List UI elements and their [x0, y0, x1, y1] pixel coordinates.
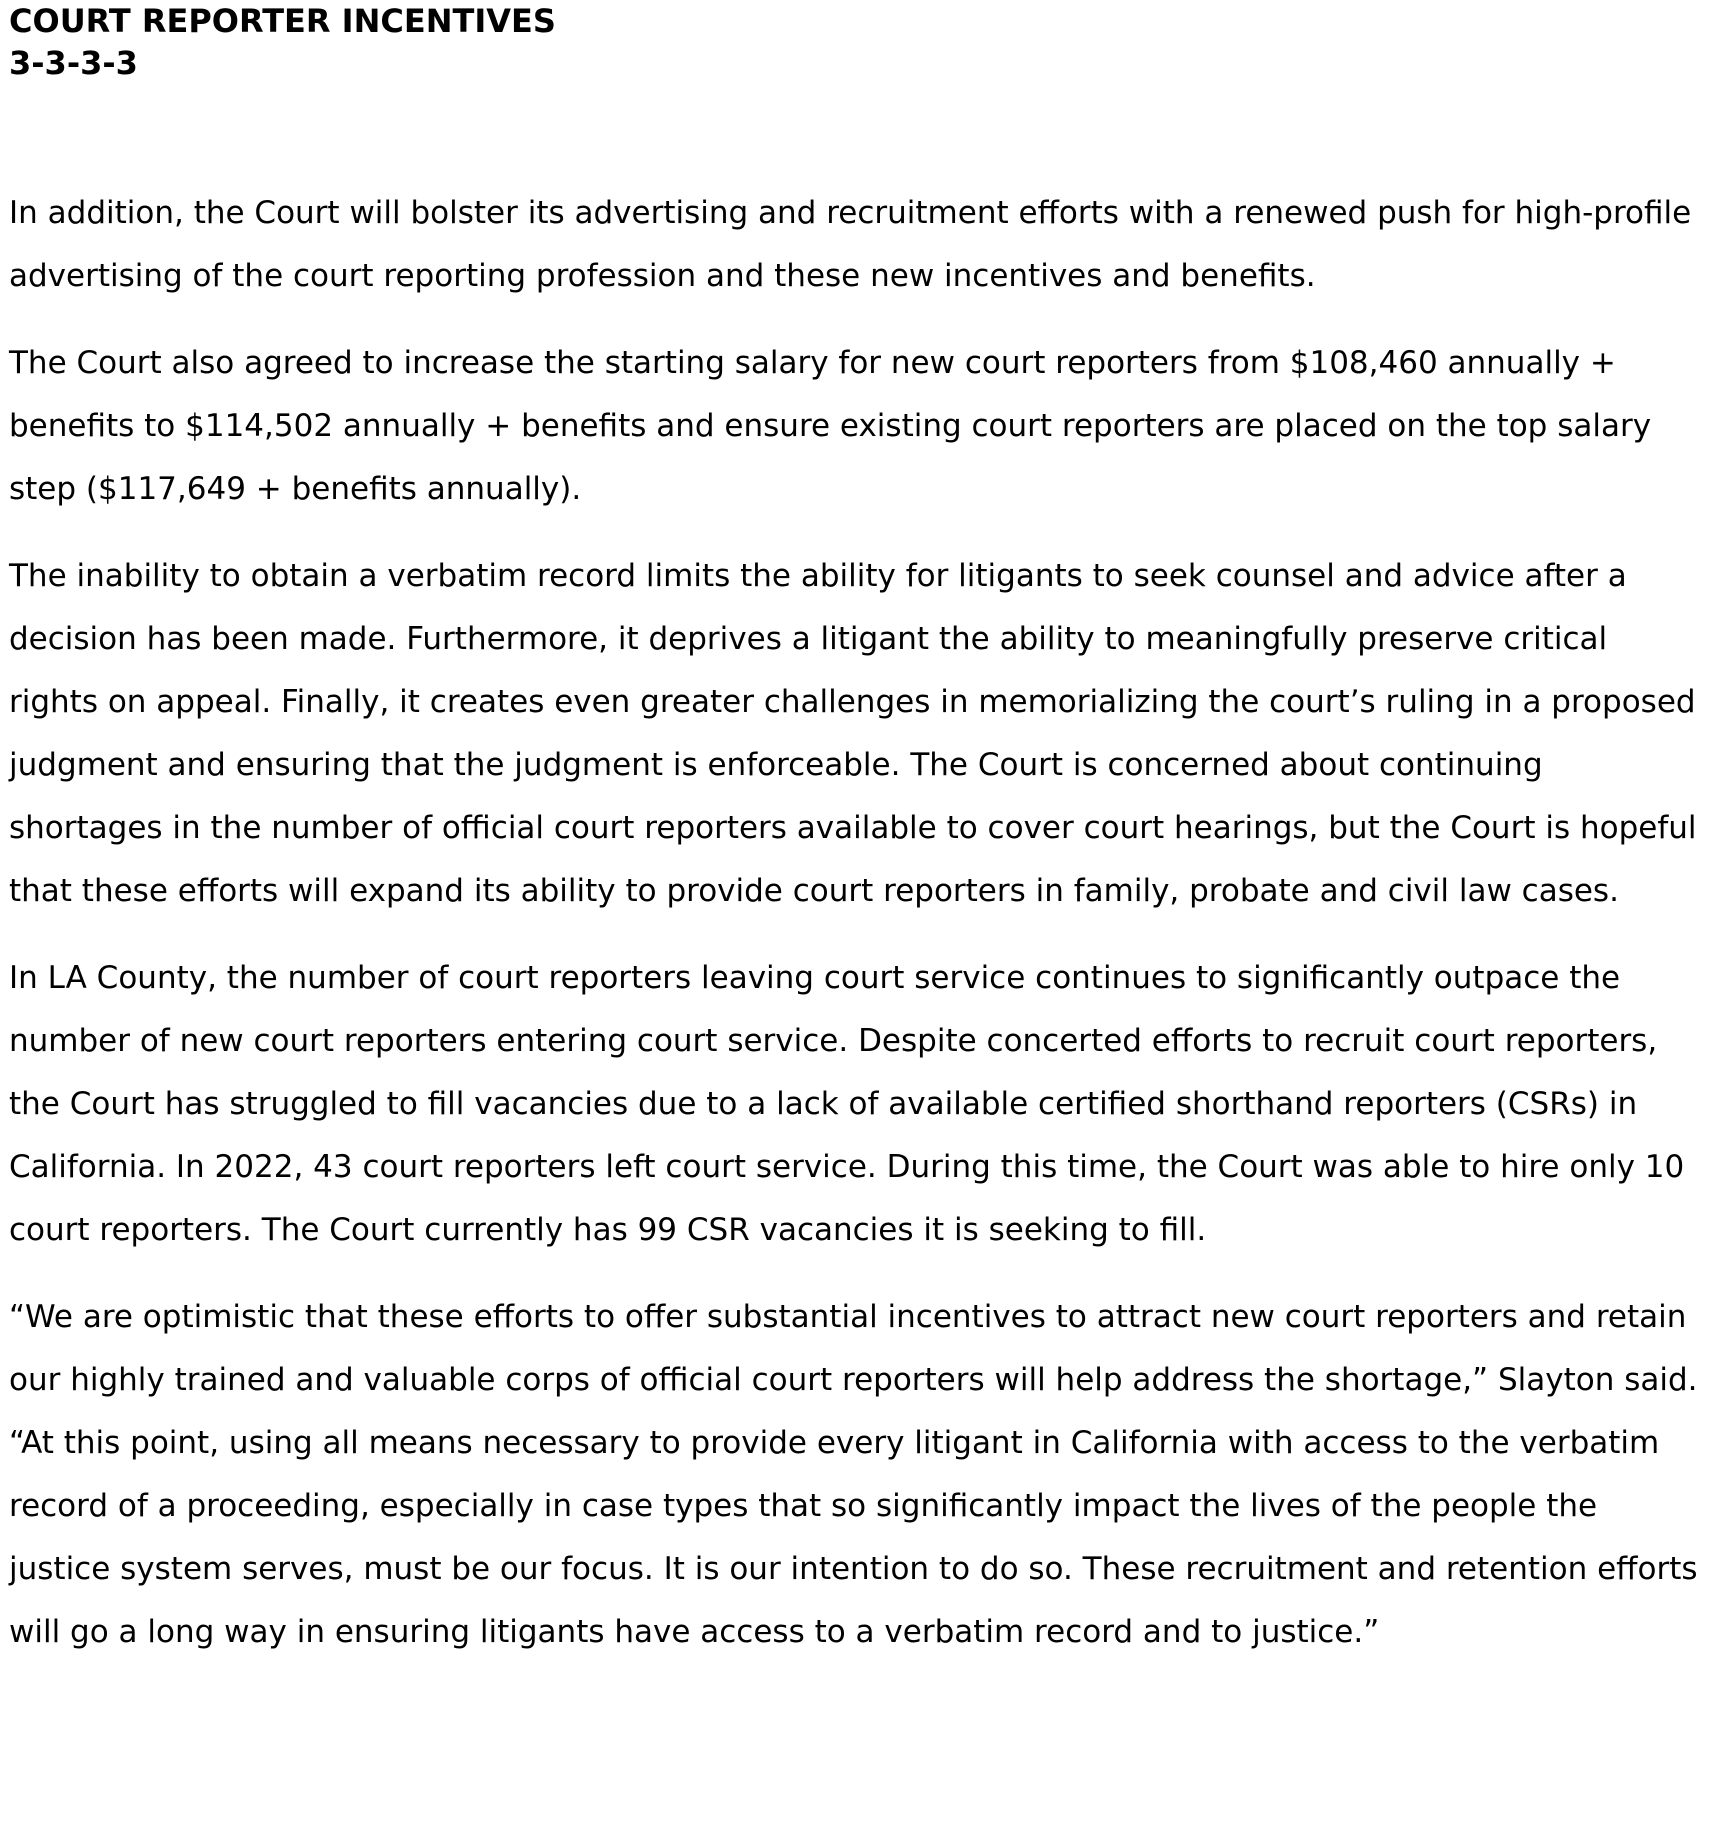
document-title: COURT REPORTER INCENTIVES — [9, 2, 556, 40]
paragraph-la-county: In LA County, the number of court reporters leaving court service continues to significantly outpace the number of new court reporters entering court service. Despite concerted efforts to recruit court reporters, the Court has struggled to fill vacancies due to a lack of available certified shorthand reporters (CSRs) in California. In 2022, 43 court reporters left court service. During this time, the Court was able to hire only 10 court reporters. The Court currently has 99 CSR vacancies it is seeking to fill. — [9, 960, 1685, 1248]
document-body — [9, 182, 1699, 1664]
document-page — [9, 0, 1699, 1664]
document-code: 3-3-3-3 — [9, 44, 138, 82]
document-header — [9, 0, 1699, 84]
paragraph-slayton-quote: “We are optimistic that these efforts to offer substantial incentives to attract new court reporters and retain our highly trained and valuable corps of official court reporters will help address the shortage,” Slayton said. “At this point, using all means necessary to provide every litigant in California with access to the verbatim record of a proceeding, especially in case types that so significantly impact the lives of the people the justice system serves, must be our focus. It is our intention to do so. These recruitment and retention efforts will go a long way in ensuring litigants have access to a verbatim record and to justice.” — [9, 1299, 1698, 1650]
paragraph-salary: The Court also agreed to increase the starting salary for new court reporters from $108,460 annually + benefits to $114,502 annually + benefits and ensure existing court reporters are placed on the top salary step ($117,649 + benefits annually). — [9, 345, 1652, 507]
paragraph-verbatim-record: The inability to obtain a verbatim record limits the ability for litigants to seek counsel and advice after a decision has been made. Furthermore, it deprives a litigant the ability to meaningfully preserve critical rights on appeal. Finally, it creates even greater challenges in memorializing the court’s ruling in a proposed judgment and ensuring that the judgment is enforceable. The Court is concerned about continuing shortages in the number of official court reporters available to cover court hearings, but the Court is hopeful that these efforts will expand its ability to provide court reporters in family, probate and civil law cases. — [9, 558, 1697, 909]
paragraph-advertising: In addition, the Court will bolster its advertising and recruitment efforts with a renewed push for high-profile advertising of the court reporting profession and these new incentives and benefits. — [9, 195, 1692, 294]
